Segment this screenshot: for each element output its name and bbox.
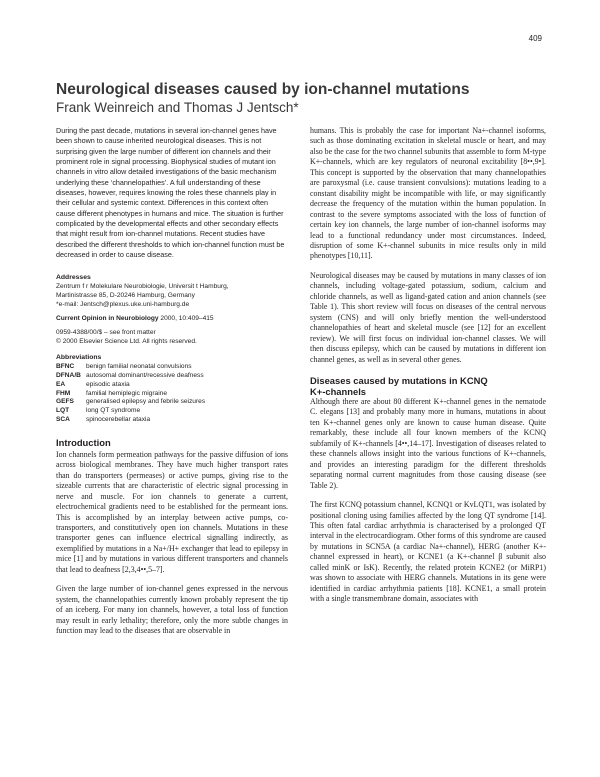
abbreviation-row	[56, 372, 205, 381]
body-paragraph: The first KCNQ potassium channel, KCNQ1 or KvLQT1, was isolated by positional cloning using families affected by the long QT syndrome [14]. This often fatal cardiac arrhythmia is characterised by a prolonged QT interval in the electrocardiogram. Other forms of this syndrome are caused by mutations in SCN5A (a cardiac Na+-channel), HERG (another K+-channel expressed in heart), or KCNE1 (a K+-channel β subunit also called minK or IsK). Recently, the related protein KCNE2 (or MiRP1) was shown to associate with HERG channels. Mutations in its gene were identified in cardiac arrhythmia patients [18]. KCNE1, a small protein with a single transmembrane domain, associates with	[310, 500, 546, 604]
addresses-block	[56, 273, 288, 309]
abbreviation-row	[56, 398, 205, 407]
addresses-heading: Addresses	[56, 274, 91, 282]
left-column	[56, 126, 288, 637]
abbreviation-desc: familial hemiplegic migraine	[86, 389, 167, 397]
citation-line	[56, 315, 288, 324]
abbreviation-desc: autosomal dominant/recessive deafness	[86, 372, 204, 380]
section-heading-line: K+-channels	[310, 385, 367, 397]
abbreviation-code: LQT	[56, 407, 70, 415]
abbreviation-code: SCA	[56, 416, 70, 424]
abbreviation-desc: generalised epilepsy and febrile seizures	[86, 398, 206, 406]
abbreviation-row	[56, 363, 205, 372]
body-paragraph: humans. This is probably the case for important Na+-channel isoforms, such as those dominating excitation in skeletal muscle or heart, and may also be the case for the two channel subunits that assemble to form M-type K+-channels, which are key regulators of neuronal excitability [8••,9•]. This concept is supported by the observation that many channelopathies are paroxysmal (i.e. cause transient convulsions): mutations leading to a constant disability might be incompatible with life, or may significantly decrease the frequency of the mutation within the human population. In contrast to the severe symptoms associated with the loss of function of certain key ion channels, the large number of ion-channel isoforms may lead to a functional redundancy under most circumstances. Indeed, disruption of some K+-channel subunits in mice results only in mild phenotypes [10,11].	[310, 126, 546, 261]
abbreviation-code: FHM	[56, 389, 71, 397]
email-line: *e-mail: Jentsch@plexus.uke.uni-hamburg.de	[56, 300, 190, 308]
article-header	[56, 80, 556, 117]
abstract: During the past decade, mutations in several ion-channel genes have been shown to cause inherited neurological diseases. This is not surprising given the large number of different ion channels and their prominent role in signal processing. Biophysical studies of mutant ion channels in vitro allow detailed investigations of the basic mechanism underlying these ‘channelopathies’. A full understanding of these diseases, however, requires knowing the roles these channels play in their cellular and systemic context. Differences in this context often cause different phenotypes in humans and mice. The situation is further complicated by the developmental effects and other secondary effects that might result from ion-channel mutations. Recent studies have described the different thresholds to which ion-channel function must be decreased in order to cause disease.	[56, 126, 285, 260]
address-line: Zentrum f r Molekulare Neurobiologie, Universit t Hamburg,	[56, 282, 229, 290]
abbreviation-desc: spinocerebellar ataxia	[86, 416, 151, 424]
journal-name: Current Opinion in Neurobiology	[56, 315, 159, 323]
introduction-heading: Introduction	[56, 436, 111, 448]
abbreviation-row	[56, 407, 205, 416]
abbreviation-code: GEFS	[56, 398, 74, 406]
abbreviation-desc: long QT syndrome	[86, 407, 141, 415]
right-column	[310, 126, 546, 605]
section-heading-kcnq	[310, 375, 546, 397]
abbreviation-row	[56, 381, 205, 390]
article-authors: Frank Weinreich and Thomas J Jentsch*	[56, 100, 299, 115]
abbreviation-code: BFNC	[56, 363, 75, 371]
abbreviation-row	[56, 390, 205, 399]
abbreviation-desc: benign familial neonatal convulsions	[86, 363, 192, 371]
address-line: Martinistrasse 85, D-20246 Hamburg, Germany	[56, 291, 195, 299]
abbreviations-heading: Abbreviations	[56, 353, 102, 361]
abbreviations-table	[56, 363, 205, 425]
body-paragraph: Although there are about 80 different K+-channel genes in the nematode C. elegans [13] and probably many more in humans, mutations in about ten K+-channel genes only are known to cause human disease. Quite remarkably, these include all four known members of the KCNQ subfamily of K+-channels [4••,14–17]. Investigation of diseases related to these channels allows insight into the various functions of K+-channels, and provides an interesting paradigm for the different thresholds separating normal current magnitudes from those causing disease (see Table 2).	[310, 396, 546, 490]
article-title: Neurological diseases caused by ion-channel mutations	[56, 81, 470, 98]
section-heading-line: Diseases caused by mutations in KCNQ	[310, 374, 488, 386]
page-number: 409	[528, 34, 542, 43]
abbreviation-desc: episodic ataxia	[86, 380, 130, 388]
introduction-paragraph: Given the large number of ion-channel genes expressed in the nervous system, the channelopathies currently known probably represent the tip of an iceberg. For many ion channels, however, a total loss of function may result in early lethality; therefore, only the more subtle changes in function may lead to the diseases that are observable in	[56, 584, 288, 636]
introduction-paragraph: Ion channels form permeation pathways for the passive diffusion of ions across biological membranes. They have much higher transport rates than do transporters (permeases) or active pumps, giving rise to the sizeable currents that are characteristic of electric signal processing in nerve and muscle. For ion channels to generate a current, electrochemical gradients need to be established for the permeant ions. This is accomplished by an interplay between active pumps, co-transporters, and constitutively open ion channels. Mutations in these transporter genes can influence electrical signalling indirectly, as exemplified by mutations in a Na+/H+ exchanger that lead to epilepsy in mice [1] and by mutations in various different transporters and channels that lead to deafness [2,3,4••,5–7].	[56, 449, 288, 574]
abbreviation-row	[56, 416, 205, 425]
journal-details: 2000, 10:409–415	[160, 315, 214, 323]
copyright-line: © 2000 Elsevier Science Ltd. All rights reserved.	[56, 337, 197, 345]
abbreviation-code: EA	[56, 380, 66, 388]
copyright-line: 0959-4388/00/$ – see front matter	[56, 329, 156, 337]
abbreviations-block	[56, 353, 288, 425]
body-paragraph: Neurological diseases may be caused by mutations in many classes of ion channels, including voltage-gated potassium, sodium, calcium and chloride channels, as well as ligand-gated cation and anion channels (see Table 1). This short review will focus on diseases of the central nervous system (CNS) and will only briefly mention the well-understood channelopathies of heart and skeletal muscle (see [12] for an excellent review). We will first focus on individual ion-channel classes. We will then discuss epilepsy, which can be caused by mutations in different ion channel genes, as well as in several other genes.	[310, 270, 546, 364]
abbreviation-code: DFNA/B	[56, 372, 81, 380]
